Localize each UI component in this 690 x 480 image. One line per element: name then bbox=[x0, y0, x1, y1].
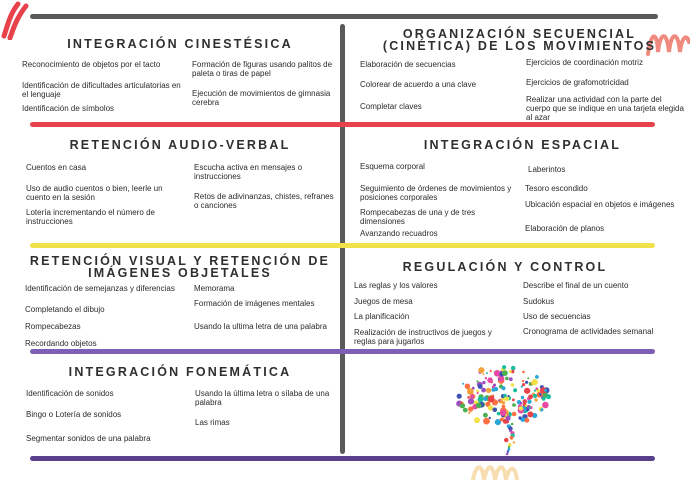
list-item: Juegos de mesa bbox=[354, 297, 413, 306]
list-item: Identificación de sonidos bbox=[26, 389, 114, 398]
section-title-regulacion: REGULACIÓN Y CONTROL bbox=[402, 260, 608, 274]
brain-illustration bbox=[448, 358, 558, 458]
list-item: Las rimas bbox=[195, 418, 230, 427]
list-item: Rompecabezas de una y de tres dimensiones bbox=[360, 208, 476, 226]
list-item: Tesoro escondido bbox=[525, 184, 588, 193]
section-title-line: IMÁGENES OBJETALES bbox=[88, 266, 272, 280]
list-item: La planificación bbox=[354, 312, 410, 321]
section-title-visual bbox=[25, 255, 335, 279]
list-item: Ejercicios de coordinación motriz bbox=[526, 58, 643, 67]
list-item: Memorama bbox=[194, 284, 235, 293]
list-item: Seguimiento de órdenes de movimientos y posiciones corporales bbox=[360, 184, 512, 202]
list-item: Recordando objetos bbox=[25, 339, 97, 348]
top-gray-divider bbox=[30, 14, 658, 19]
list-item: Identificación de semejanzas y diferencias bbox=[25, 284, 175, 293]
list-item: Identificación de símbolos bbox=[22, 104, 115, 113]
list-item: Formación de imágenes mentales bbox=[194, 299, 315, 308]
list-item: Realización de instructivos de juegos y reglas para jugarlos bbox=[354, 328, 492, 346]
list-item: Colorear de acuerdo a una clave bbox=[360, 80, 477, 89]
list-item: Cuentos en casa bbox=[26, 163, 87, 172]
list-item: Laberintos bbox=[528, 165, 566, 174]
section-title-fonematica: INTEGRACIÓN FONEMÁTICA bbox=[68, 365, 292, 379]
list-item: Usando la última letra o sílaba de una palabra bbox=[195, 389, 330, 407]
list-item: Avanzando recuadros bbox=[360, 229, 438, 238]
list-item: Completar claves bbox=[360, 102, 422, 111]
red-divider bbox=[30, 122, 655, 127]
list-item: Uso de audio cuentos o bien, leerle un cuento en la sesión bbox=[26, 184, 163, 202]
purple-divider bbox=[30, 349, 655, 354]
list-item: Realizar una actividad con la parte del cuerpo que se indique en una tarjeta elegida al azar bbox=[526, 95, 684, 122]
section-title-audioverbal: RETENCIÓN AUDIO-VERBAL bbox=[69, 138, 291, 152]
list-item: Ejecución de movimientos de gimnasia cerebra bbox=[192, 89, 331, 107]
section-title-line: ORGANIZACIÓN SECUENCIAL bbox=[402, 27, 637, 41]
list-item: Las reglas y los valores bbox=[354, 281, 438, 290]
list-item: Segmentar sonidos de una palabra bbox=[26, 434, 151, 443]
vertical-gray-divider bbox=[340, 24, 345, 454]
list-item: Elaboración de secuencias bbox=[360, 60, 456, 69]
list-item: Ejercicios de grafomotricidad bbox=[526, 78, 629, 87]
section-title-cinestesica: INTEGRACIÓN CINESTÉSICA bbox=[67, 37, 293, 51]
list-item: Describe el final de un cuento bbox=[523, 281, 629, 290]
list-item: Elaboración de planos bbox=[525, 224, 605, 233]
list-item: Esquema corporal bbox=[360, 162, 425, 171]
yellow-squiggle-decoration bbox=[470, 458, 530, 480]
section-title-line: (CINÉTICA) DE LOS MOVIMIENTOS bbox=[382, 39, 657, 53]
list-item: Retos de adivinanzas, chistes, refranes o canciones bbox=[194, 192, 334, 210]
list-item: Sudokus bbox=[523, 297, 555, 306]
list-item: Completando el dibujo bbox=[25, 305, 105, 314]
list-item: Lotería incrementando el número de instrucciones bbox=[26, 208, 155, 226]
section-title-secuencial bbox=[352, 28, 687, 52]
list-item: Bingo o Lotería de sonidos bbox=[26, 410, 122, 419]
section-title-espacial: INTEGRACIÓN ESPACIAL bbox=[423, 138, 622, 152]
section-title-line: RETENCIÓN VISUAL Y RETENCIÓN DE bbox=[29, 254, 331, 268]
red-squiggle-decoration bbox=[0, 0, 30, 40]
list-item: Reconocimiento de objetos por el tacto bbox=[22, 60, 161, 69]
bottom-purple-divider bbox=[30, 456, 655, 461]
list-item: Identificación de dificultades articulatorias en el lenguaje bbox=[22, 81, 181, 99]
list-item: Ubicación espacial en objetos e imágenes bbox=[525, 200, 675, 209]
list-item: Cronograma de actividades semanal bbox=[523, 327, 654, 336]
yellow-divider bbox=[30, 243, 655, 248]
list-item: Formación de figuras usando palitos de paleta o tiras de papel bbox=[192, 60, 333, 78]
list-item: Escucha activa en mensajes o instrucciones bbox=[194, 163, 303, 181]
list-item: Uso de secuencias bbox=[523, 312, 591, 321]
list-item: Usando la ultima letra de una palabra bbox=[194, 322, 327, 331]
list-item: Rompecabezas bbox=[25, 322, 81, 331]
